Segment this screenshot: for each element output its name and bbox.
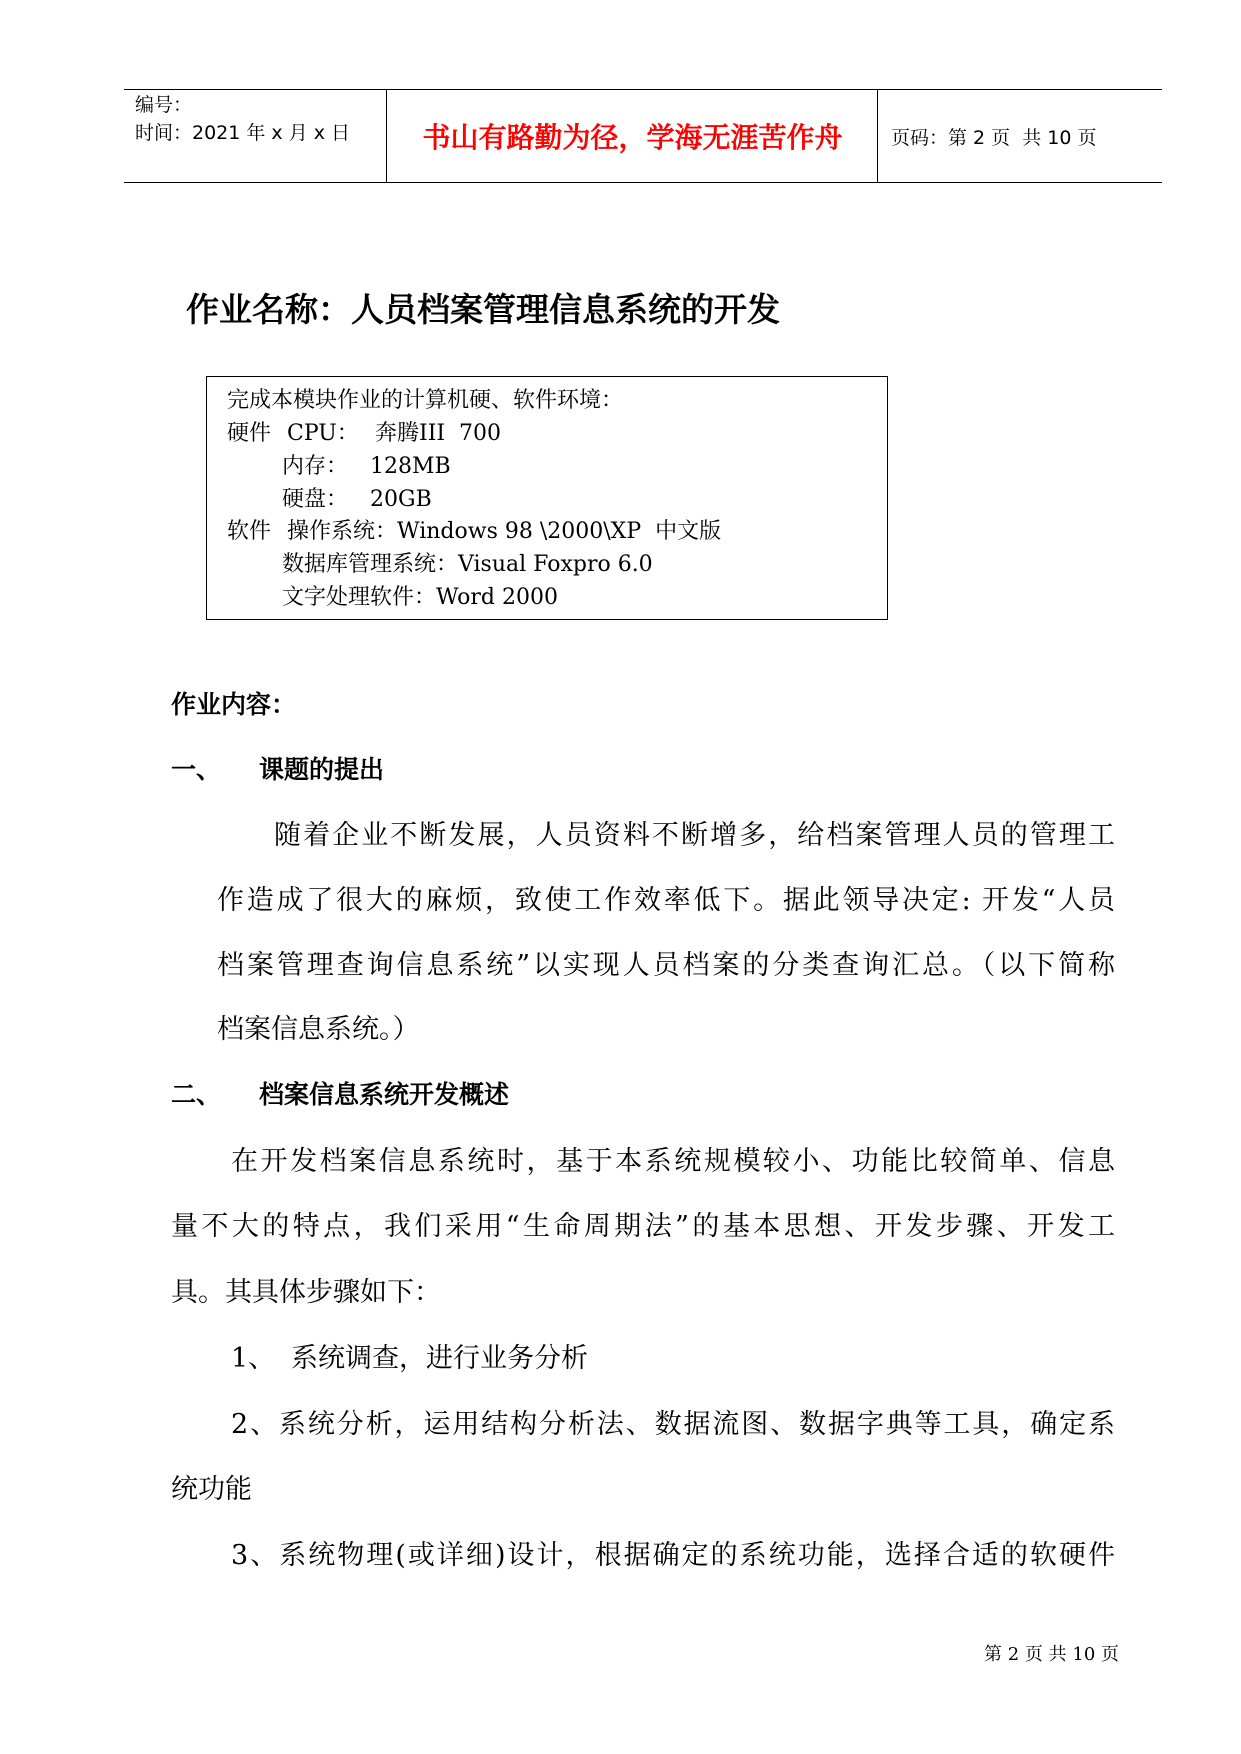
- step-1-text: 系统调查，进行业务分析: [291, 1343, 588, 1374]
- header-number-label: 编号：: [135, 94, 193, 116]
- software-db-line: [207, 550, 887, 580]
- section-2-title: 档案信息系统开发概述: [259, 1080, 510, 1109]
- section-1-line: 档案信息系统。）: [217, 1014, 420, 1045]
- software-os: 操作系统：Windows 98 \2000\XP 中文版: [287, 519, 722, 544]
- software-os-line: [207, 517, 887, 547]
- header-page-info: 页码：第 2 页 共 10 页: [891, 127, 1097, 149]
- hardware-cpu-value: 奔腾III 700: [375, 421, 502, 446]
- software-word: 文字处理软件：Word 2000: [282, 585, 558, 610]
- header-divider-right: [877, 90, 878, 183]
- header-divider-left: [386, 90, 387, 183]
- header-date: 时间：2021 年 x 月 x 日: [135, 122, 351, 144]
- section-1-line: 档案管理查询信息系统”以实现人员档案的分类查询汇总。（以下简称: [217, 950, 1115, 981]
- section-1-number: 一、: [171, 755, 222, 784]
- hardware-disk-name: 硬盘：: [282, 487, 349, 512]
- section-2-line: 具。其具体步骤如下：: [171, 1277, 441, 1308]
- environment-intro-text: 完成本模块作业的计算机硬、软件环境：: [227, 388, 624, 413]
- software-label: 软件: [227, 519, 272, 544]
- step-1-number: 1、: [231, 1343, 276, 1374]
- hardware-cpu-line: [207, 419, 887, 449]
- content-heading: 作业内容：: [171, 690, 297, 719]
- step-3-line: 3、系统物理(或详细)设计，根据确定的系统功能，选择合适的软硬件: [231, 1540, 1115, 1571]
- hardware-disk-value: 20GB: [370, 487, 432, 512]
- hardware-memory-name: 内存：: [282, 454, 349, 479]
- section-2-line: 在开发档案信息系统时，基于本系统规模较小、功能比较简单、信息: [231, 1146, 1115, 1177]
- header-motto: 书山有路勤为径，学海无涯苦作舟: [422, 121, 843, 154]
- hardware-memory-value: 128MB: [370, 454, 451, 479]
- hardware-cpu-name: CPU：: [287, 421, 359, 446]
- step-2-line: 2、系统分析，运用结构分析法、数据流图、数据字典等工具，确定系: [231, 1409, 1115, 1440]
- header-top-rule: [124, 89, 1162, 90]
- section-1-line: 随着企业不断发展，人员资料不断增多，给档案管理人员的管理工: [274, 820, 1115, 851]
- environment-box: [206, 376, 888, 620]
- software-word-line: [207, 583, 887, 613]
- section-2-line: 量不大的特点，我们采用“生命周期法”的基本思想、开发步骤、开发工: [171, 1211, 1115, 1242]
- hardware-label: 硬件: [227, 421, 272, 446]
- hardware-memory-line: [207, 452, 887, 482]
- page-footer: 第 2 页 共 10 页: [984, 1644, 1119, 1665]
- step-2-line: 统功能: [171, 1474, 252, 1505]
- section-1-line: 作造成了很大的麻烦，致使工作效率低下。据此领导决定: 开发“人员: [217, 885, 1115, 916]
- software-db: 数据库管理系统：Visual Foxpro 6.0: [282, 552, 653, 577]
- header-bottom-rule: [124, 182, 1162, 183]
- environment-intro: [207, 386, 887, 416]
- assignment-title: 作业名称：人员档案管理信息系统的开发: [186, 290, 780, 329]
- hardware-disk-line: [207, 485, 887, 515]
- section-2-number: 二、: [171, 1080, 222, 1109]
- section-1-title: 课题的提出: [259, 755, 385, 784]
